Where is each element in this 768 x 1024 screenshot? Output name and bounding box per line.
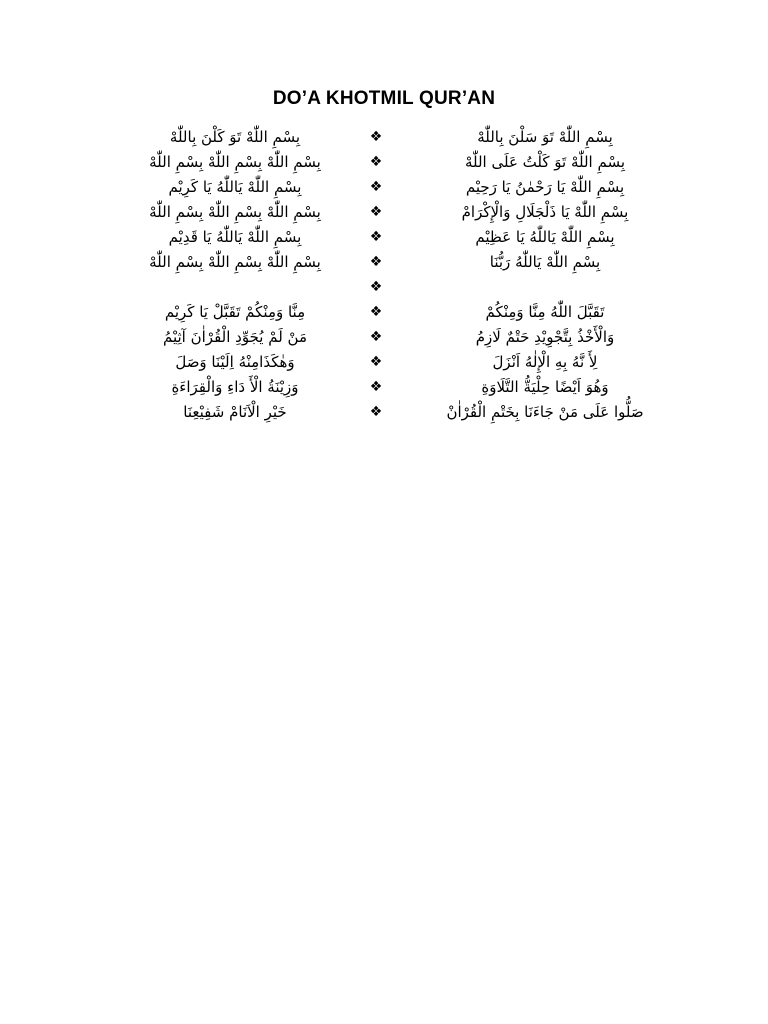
verse-row	[0, 300, 768, 325]
verse-row	[0, 200, 768, 225]
verse-left: وَزِيْنَةُ الْأَ دَاءِ وَالْقِرَاءَةِ	[171, 378, 299, 396]
verse-left: بِسْمِ اللّٰهْ تَوَ كَلْنَ بِاللّٰهْ	[169, 128, 301, 146]
bullet-diamond-icon: ❖	[369, 179, 383, 195]
verse-left: بِسْمِ اللّٰهْ بِسْمِ اللّٰهْ بِسْمِ اللّٰهْ	[149, 253, 321, 271]
verse-row	[0, 125, 768, 150]
verse-left: مِنَّا وَمِنْكُمْ تَقَبَّلْ يَا كَرِيْم	[164, 303, 306, 321]
verse-left	[120, 275, 350, 300]
bullet-diamond-icon: ❖	[369, 379, 383, 395]
verse-left: خَيْرِ الْاَنَامْ شَفِيْعِنَا	[183, 403, 287, 421]
bullet-diamond-icon: ❖	[369, 404, 383, 420]
verse-left: بِسْمِ اللّٰهْ يَاللّٰهُ يَا كَرِيْم	[168, 178, 302, 196]
page-title: DO’A KHOTMIL QUR’AN	[272, 88, 496, 109]
verse-row	[0, 400, 768, 425]
verse-row	[0, 175, 768, 200]
verse-row	[0, 225, 768, 250]
bullet-diamond-icon: ❖	[369, 304, 383, 320]
verse-row	[0, 150, 768, 175]
verse-row	[0, 350, 768, 375]
bullet-diamond-icon: ❖	[369, 229, 383, 245]
verse-row-empty	[0, 275, 768, 300]
verse-row	[0, 375, 768, 400]
bullet-diamond-icon: ❖	[369, 254, 383, 270]
verse-right: بِسْمِ اللّٰهْ يَاللّٰهُ رَبُّنَا	[489, 253, 601, 271]
bullet-diamond-icon: ❖	[369, 129, 383, 145]
verse-right: بِسْمِ اللّٰهْ يَا رَحْمٰنُ يَا رَحِيْم	[465, 178, 625, 196]
bullet-diamond-icon: ❖	[369, 204, 383, 220]
bullet-diamond-icon: ❖	[369, 329, 383, 345]
verse-right	[415, 275, 675, 300]
verse-left: بِسْمِ اللّٰهْ بِسْمِ اللّٰهْ بِسْمِ اللّٰهْ	[149, 203, 321, 221]
verse-right: وَالْأَخْذُ بِتَّجْوِيْدِ حَتْمٌ لَازِمُ	[475, 328, 615, 346]
verse-right: بِسْمِ اللّٰهْ تَوَ سَلْنَ بِاللّٰهْ	[477, 128, 613, 146]
verse-right: صَلُّوا عَلَى مَنْ جَاءَنَا بِخَتْمِ الْقُرْاٰنْ	[446, 403, 644, 421]
verse-right: بِسْمِ اللّٰهْ يَاللّٰهُ يَا عَظِيْم	[475, 228, 615, 246]
verse-right: تَقَبَّلَ اللّٰهُ مِنَّا وَمِنْكُمْ	[485, 303, 605, 321]
bullet-diamond-icon: ❖	[369, 154, 383, 170]
verse-right: بِسْمِ اللّٰهْ تَوَ كَلْتُ عَلَى اللّٰهْ	[464, 153, 626, 171]
verse-row	[0, 250, 768, 275]
verse-right: وَهُوَ اَيْضًا حِلْيَةُّ التَّلَاوَةِ	[481, 378, 609, 396]
verse-left: مَنْ لَمْ يُجَوِّدِ الْقُرْاٰنَ آثِيْمُ	[162, 328, 307, 346]
verse-row	[0, 325, 768, 350]
verse-left: بِسْمِ اللّٰهْ يَاللّٰهُ يَا قَدِيْم	[168, 228, 302, 246]
verse-left: بِسْمِ اللّٰهْ بِسْمِ اللّٰهْ بِسْمِ اللّٰهْ	[149, 153, 321, 171]
verse-left: وَهٰكَذَامِنْهُ اِلَيْنَا وَصَلَ	[175, 353, 295, 371]
verse-right: بِسْمِ اللّٰهْ يَا ذَلْجَلَالِ وَالْإِكْرَامْ	[461, 203, 629, 221]
bullet-diamond-icon: ❖	[369, 279, 383, 295]
verse-table	[0, 125, 768, 425]
bullet-diamond-icon: ❖	[369, 354, 383, 370]
verse-right: لِأَ نَّهُ بِهِ الْإِلٰهُ اَنْزَلَ	[492, 353, 598, 371]
